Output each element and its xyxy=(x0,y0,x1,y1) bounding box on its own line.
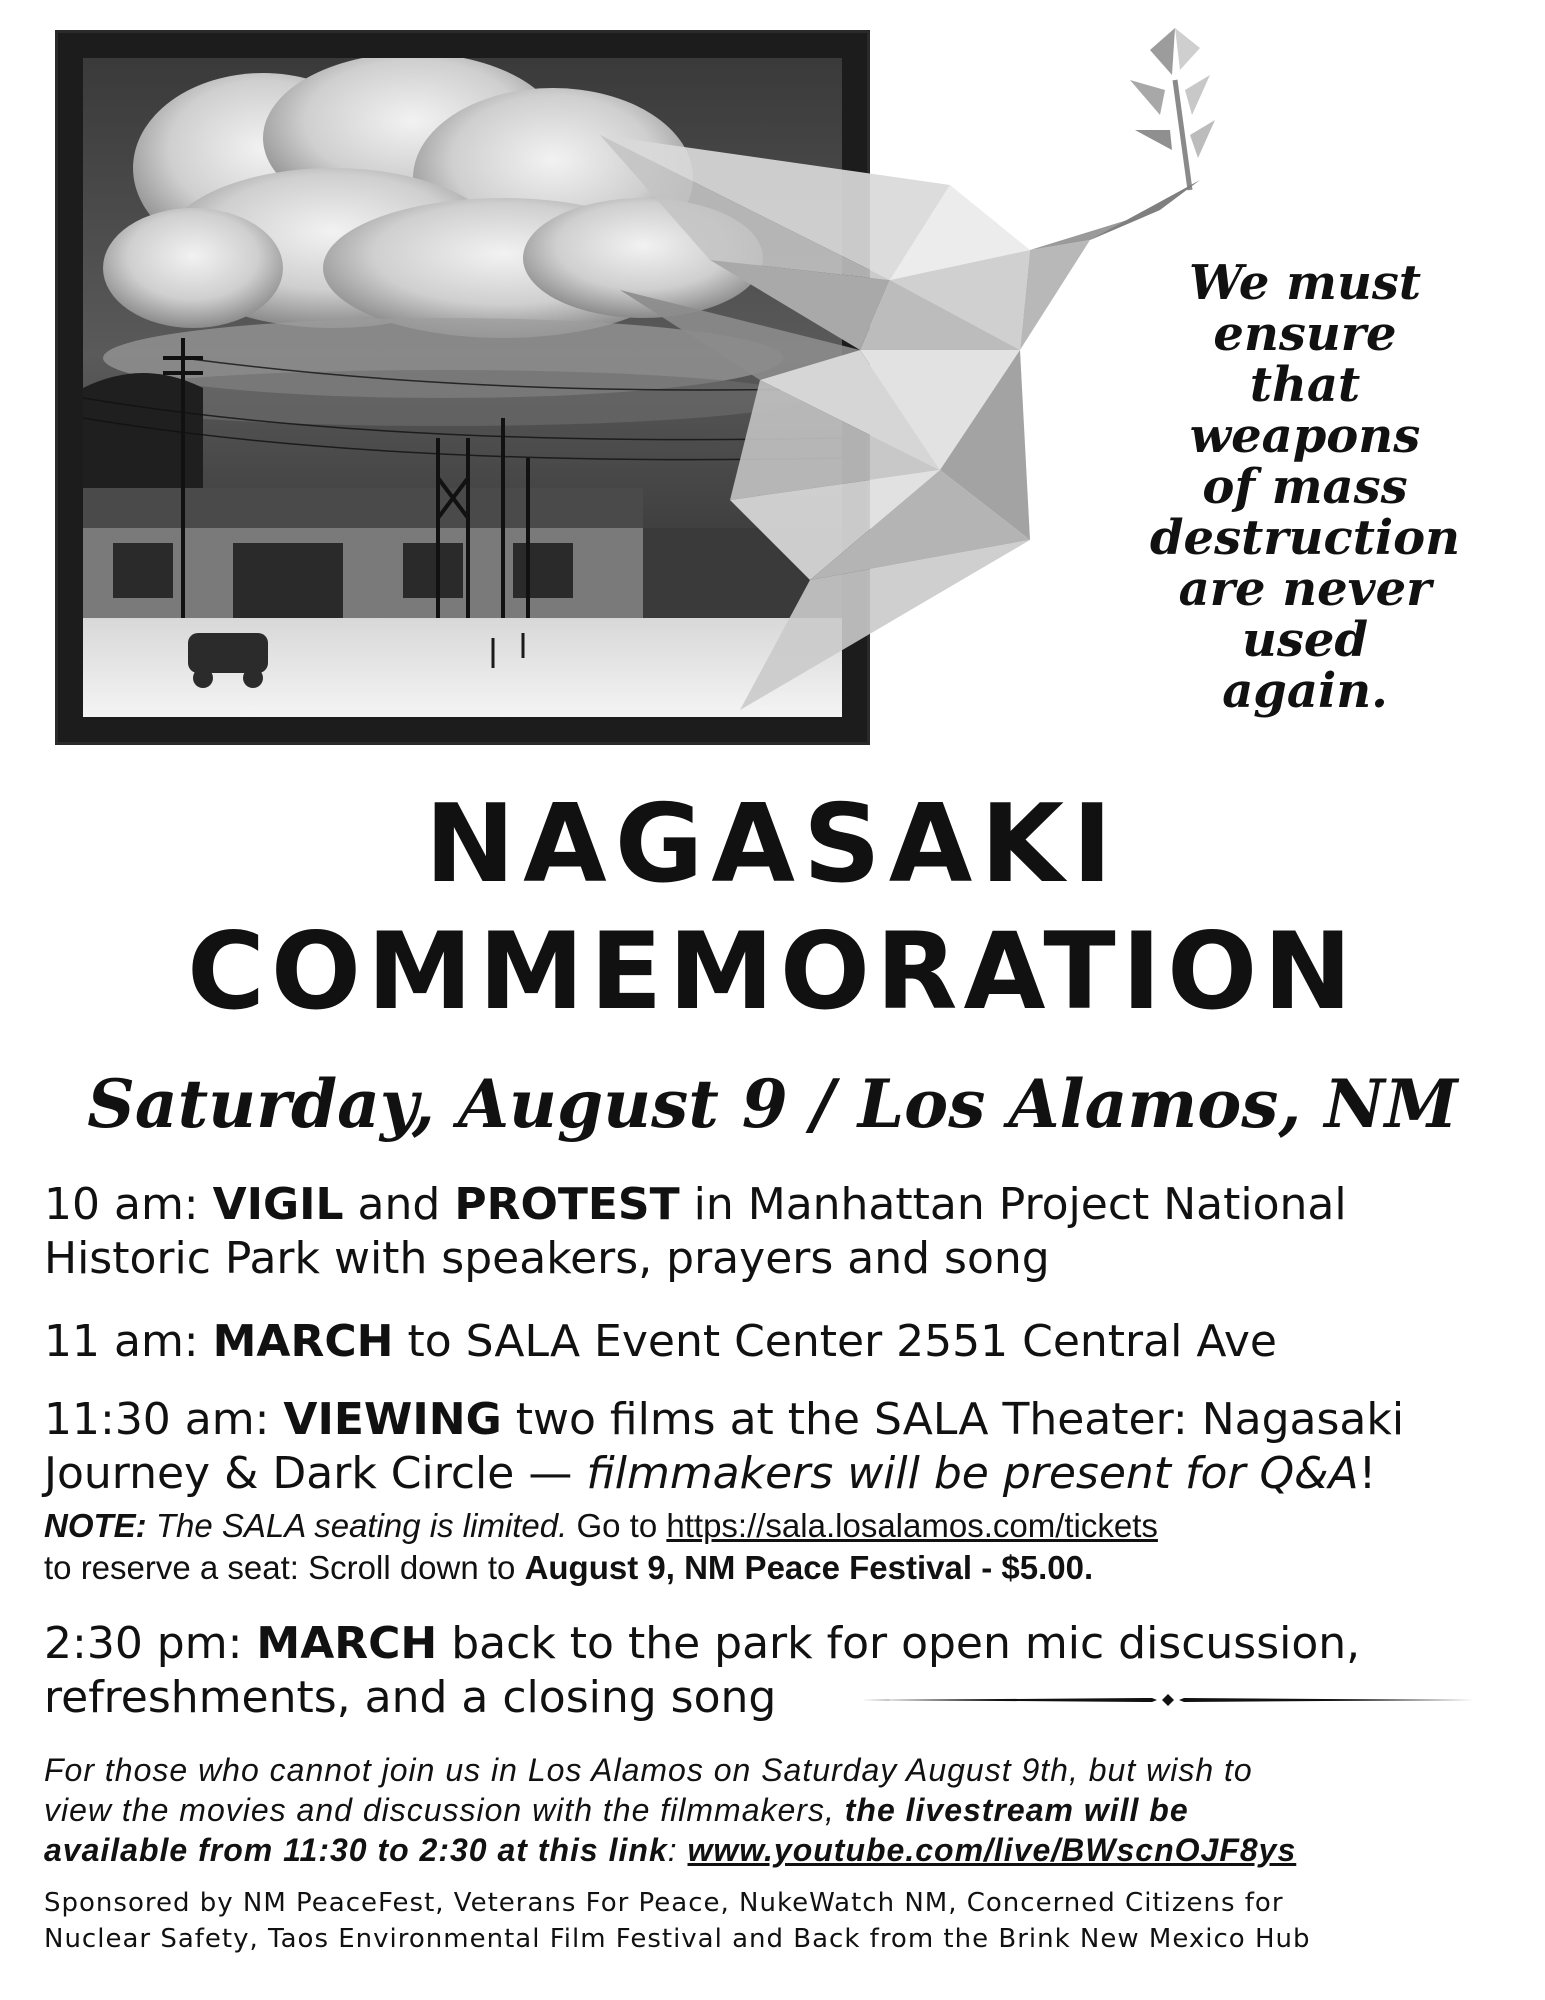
dove-illustration xyxy=(560,20,1220,720)
livestream-bold: the livestream will be xyxy=(844,1792,1189,1828)
livestream-line1: For those who cannot join us in Los Alamos on Saturday August 9th, but wish to xyxy=(44,1752,1253,1788)
page-title-line-1: NAGASAKI xyxy=(424,782,1121,907)
schedule-item-vigil xyxy=(44,1178,1514,1286)
march-time: 11 am: xyxy=(44,1316,213,1367)
schedule-item-viewing xyxy=(44,1393,1514,1501)
divider-line xyxy=(862,1690,1474,1710)
note-event: August 9, NM Peace Festival - $5.00. xyxy=(524,1549,1094,1586)
quote-line: used xyxy=(1241,612,1369,668)
march-back-label: MARCH xyxy=(256,1618,438,1669)
vigil-label: VIGIL xyxy=(212,1179,344,1230)
sponsors-text xyxy=(44,1885,1514,1957)
note-line2: to reserve a seat: Scroll down to xyxy=(44,1549,525,1586)
schedule-item-march xyxy=(44,1315,1514,1369)
note-italic: The SALA seating is limited. xyxy=(146,1507,568,1544)
quote-line: are never xyxy=(1178,561,1432,617)
quote-line: destruction xyxy=(1149,510,1461,566)
note-label: NOTE: xyxy=(44,1507,147,1544)
quote-line: We must xyxy=(1188,255,1422,311)
march-destination: to SALA Event Center 2551 Central Ave xyxy=(393,1316,1277,1367)
note-text: Go to xyxy=(567,1507,667,1544)
sponsors-line2: Nuclear Safety, Taos Environmental Film Festival and Back from the Brink New Mexico Hub xyxy=(44,1924,1311,1954)
quote-line: weapons xyxy=(1189,408,1421,464)
viewing-time: 11:30 am: xyxy=(44,1394,284,1445)
livestream-time: available from 11:30 to 2:30 at this link xyxy=(44,1832,668,1868)
decorative-divider xyxy=(862,1690,1474,1710)
viewing-films: Journey & Dark Circle — xyxy=(44,1448,587,1499)
march-label: MARCH xyxy=(212,1316,394,1367)
quote-text xyxy=(1140,255,1470,719)
march-back-text: back to the park for open mic discussion, xyxy=(437,1618,1361,1669)
date-location: Saturday, August 9 / Los Alamos, NM xyxy=(87,1065,1458,1143)
quote-line: of mass xyxy=(1202,459,1408,515)
quote-line: again. xyxy=(1222,663,1388,719)
livestream-info xyxy=(44,1750,1514,1870)
tickets-link[interactable]: https://sala.losalamos.com/tickets xyxy=(666,1507,1158,1544)
livestream-colon: : xyxy=(667,1832,688,1868)
viewing-text: two films at the SALA Theater: Nagasaki xyxy=(501,1394,1405,1445)
vigil-details: Historic Park with speakers, prayers and song xyxy=(44,1233,1050,1284)
quote-line: that xyxy=(1249,357,1361,413)
vigil-text: and xyxy=(343,1179,455,1230)
viewing-exclaim: ! xyxy=(1358,1448,1377,1499)
sponsors-line1: Sponsored by NM PeaceFest, Veterans For Peace, NukeWatch NM, Concerned Citizens for xyxy=(44,1888,1284,1918)
quote-line: ensure xyxy=(1213,306,1397,362)
viewing-label: VIEWING xyxy=(283,1394,502,1445)
vigil-time: 10 am: xyxy=(44,1179,213,1230)
origami-peace-dove-icon xyxy=(560,20,1220,720)
seating-note xyxy=(44,1505,1514,1589)
viewing-qa-note: filmmakers will be present for Q&A xyxy=(586,1448,1359,1499)
march-back-details: refreshments, and a closing song xyxy=(44,1672,777,1723)
olive-branch-icon xyxy=(1130,28,1215,190)
vigil-location: in Manhattan Project National xyxy=(679,1179,1347,1230)
march-back-time: 2:30 pm: xyxy=(44,1618,257,1669)
page-title-line-2: COMMEMORATION xyxy=(187,910,1358,1033)
protest-label: PROTEST xyxy=(454,1179,680,1230)
livestream-link[interactable]: www.youtube.com/live/BWscnOJF8ys xyxy=(687,1832,1297,1868)
livestream-line2: view the movies and discussion with the filmmakers, xyxy=(44,1792,845,1828)
